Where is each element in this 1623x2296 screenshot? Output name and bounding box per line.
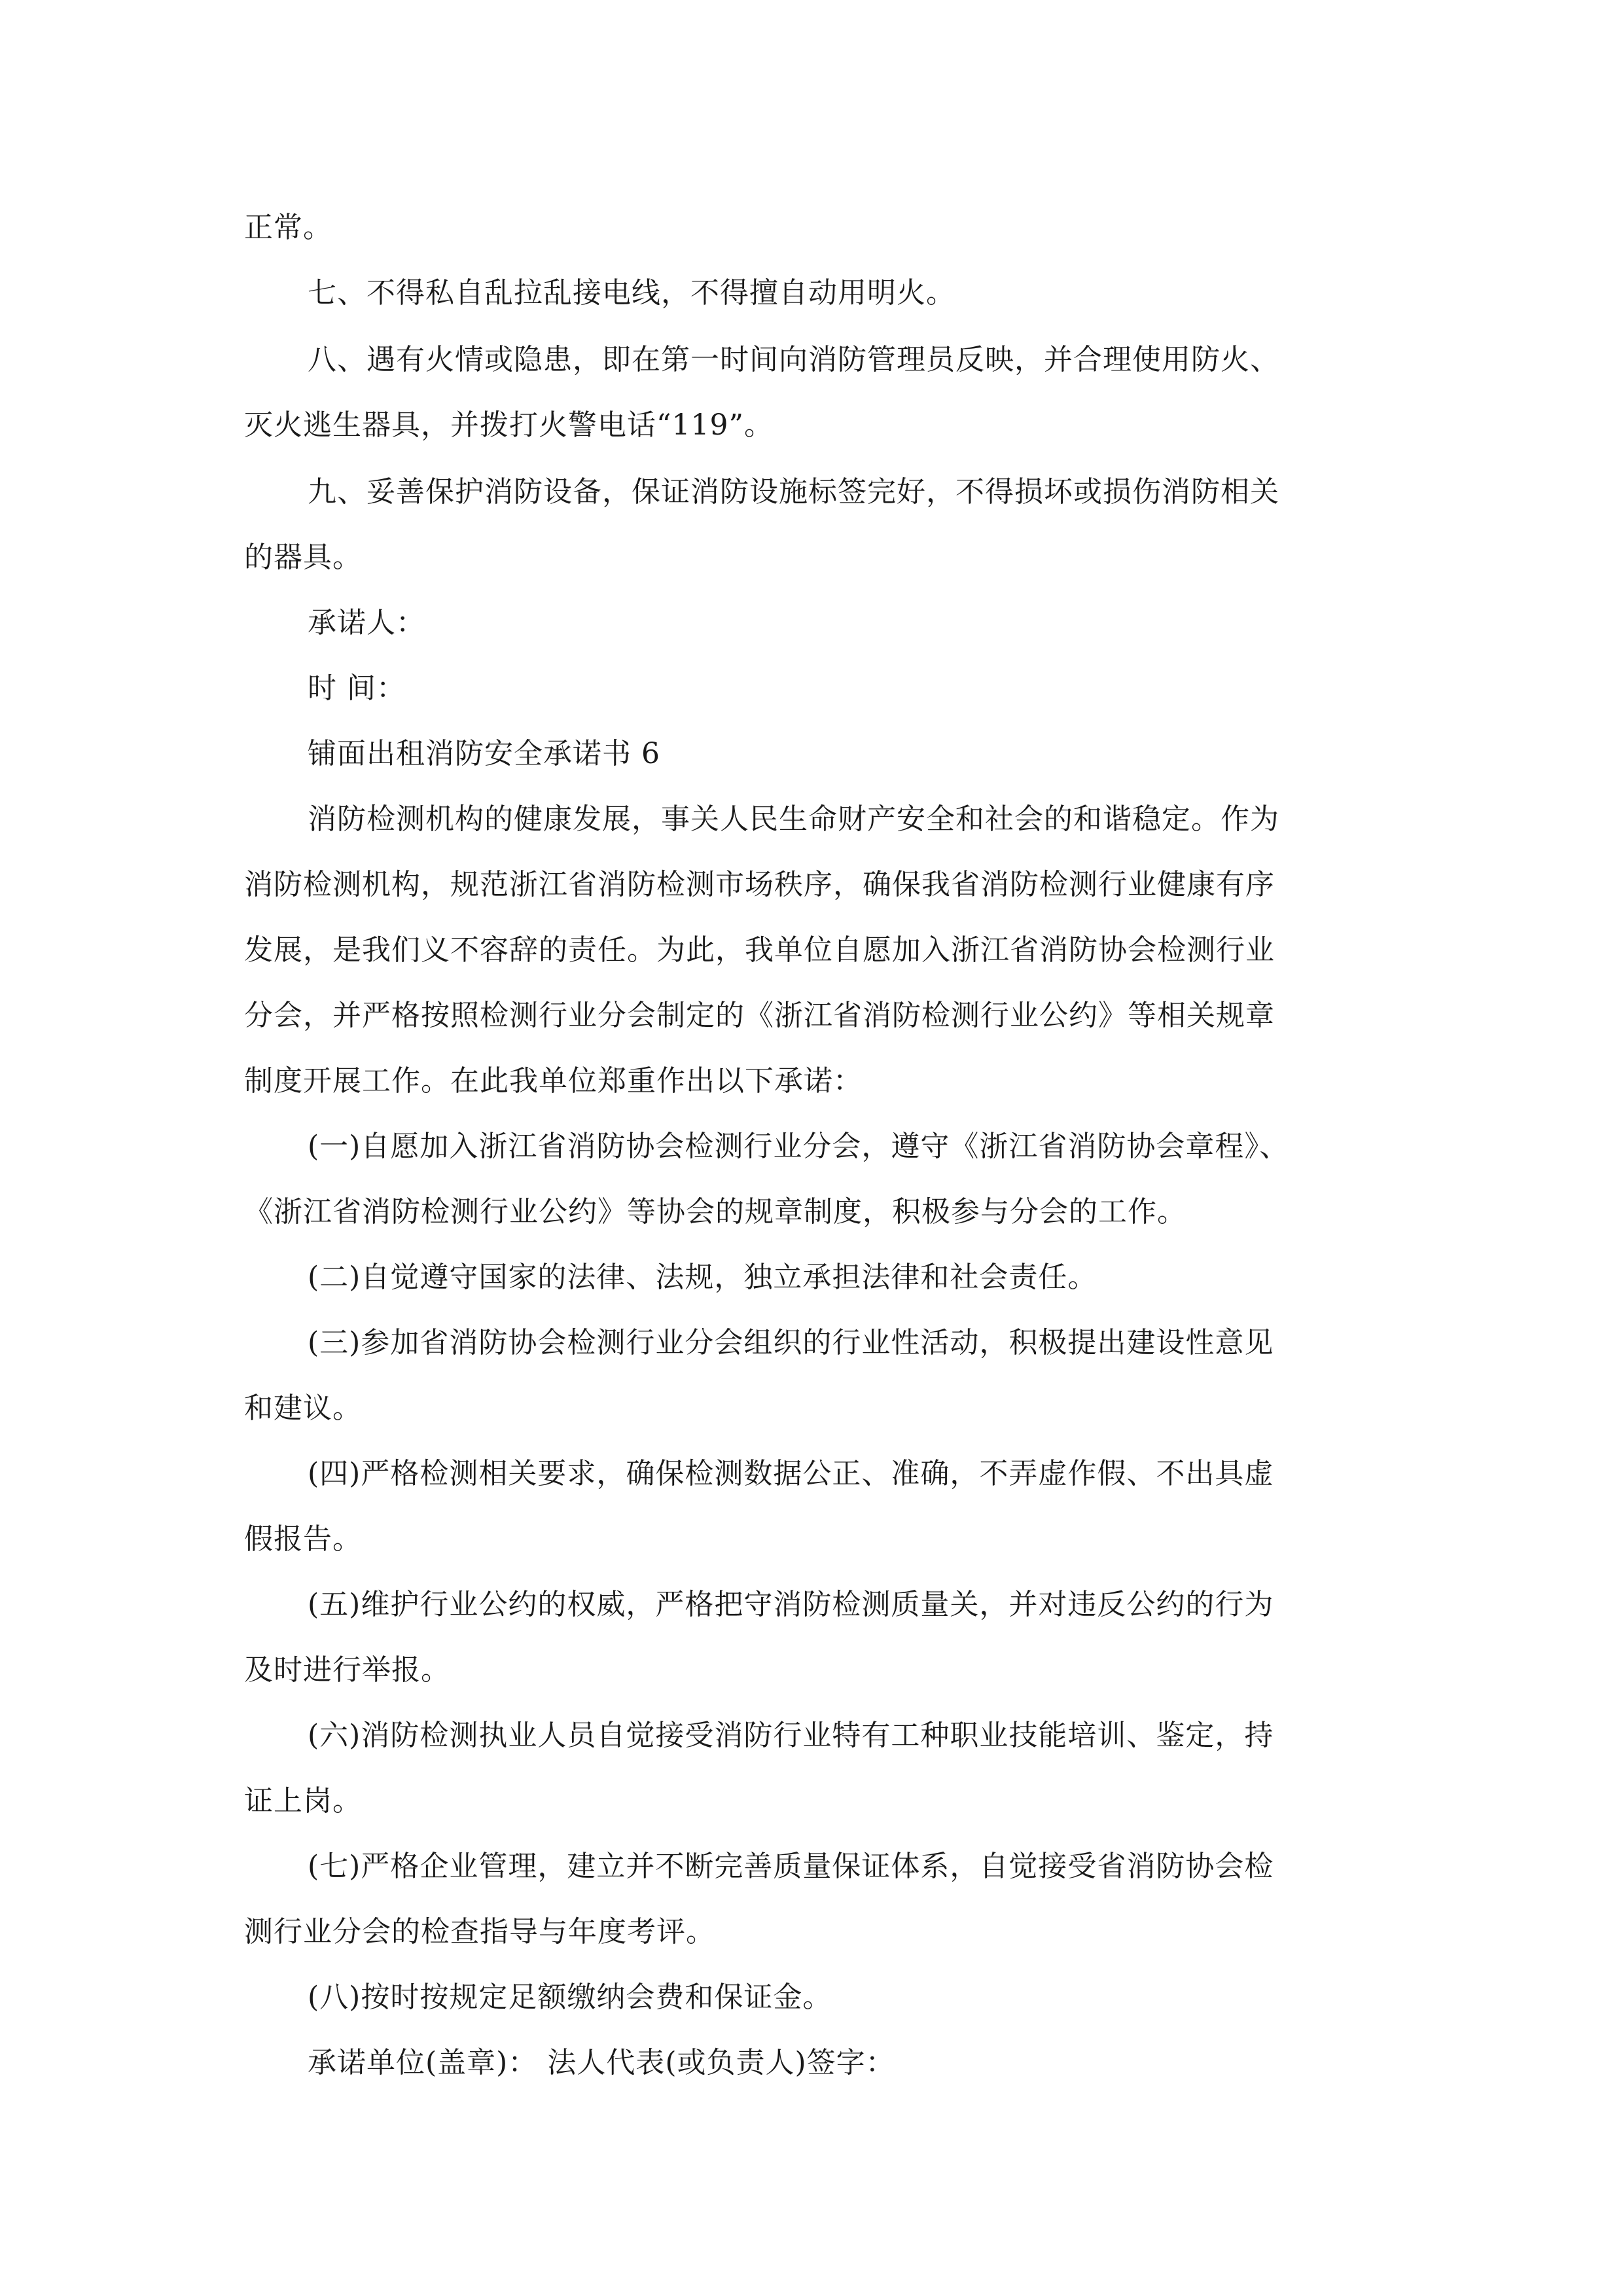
paragraph-line: 及时进行举报。 — [244, 1653, 450, 1687]
paragraph-line: 制度开展工作。在此我单位郑重作出以下承诺： — [244, 1064, 863, 1098]
paragraph-line: 七、不得私自乱拉乱接电线，不得擅自动用明火。 — [308, 276, 955, 310]
signature-label: 承诺人： — [308, 606, 425, 639]
paragraph-line: (六)消防检测执业人员自觉接受消防行业特有工种职业技能培训、鉴定，持 — [308, 1719, 1274, 1752]
paragraph-line: (八)按时按规定足额缴纳会费和保证金。 — [308, 1981, 832, 2014]
paragraph-line: 消防检测机构，规范浙江省消防检测市场秩序，确保我省消防检测行业健康有序 — [244, 868, 1275, 901]
paragraph-line: 消防检测机构的健康发展，事关人民生命财产安全和社会的和谐稳定。作为 — [308, 802, 1279, 836]
paragraph-line: (一)自愿加入浙江省消防协会检测行业分会，遵守《浙江省消防协会章程》、 — [308, 1130, 1289, 1163]
section-title: 铺面出租消防安全承诺书 6 — [308, 737, 660, 770]
paragraph-line: 灭火逃生器具，并拨打火警电话“119”。 — [244, 408, 774, 442]
paragraph-line: 八、遇有火情或隐患，即在第一时间向消防管理员反映，并合理使用防火、 — [308, 343, 1279, 376]
paragraph-line: 和建议。 — [244, 1391, 362, 1425]
paragraph-line: (五)维护行业公约的权威，严格把守消防检测质量关，并对违反公约的行为 — [308, 1588, 1274, 1621]
paragraph-line: 九、妥善保护消防设备，保证消防设施标签完好，不得损坏或损伤消防相关 — [308, 475, 1279, 509]
paragraph-line: 发展，是我们义不容辞的责任。为此，我单位自愿加入浙江省消防协会检测行业 — [244, 933, 1275, 967]
paragraph-line: (三)参加省消防协会检测行业分会组织的行业性活动，积极提出建设性意见 — [308, 1326, 1274, 1359]
paragraph-line: 测行业分会的检查指导与年度考评。 — [244, 1915, 715, 1948]
paragraph-line: 正常。 — [244, 211, 332, 244]
date-label: 时 间： — [308, 672, 406, 705]
paragraph-line: 分会，并严格按照检测行业分会制定的《浙江省消防检测行业公约》等相关规章 — [244, 999, 1275, 1032]
paragraph-line: (四)严格检测相关要求，确保检测数据公正、准确，不弄虚作假、不出具虚 — [308, 1457, 1274, 1490]
paragraph-line: 证上岗。 — [244, 1784, 362, 1818]
paragraph-line: (二)自觉遵守国家的法律、法规，独立承担法律和社会责任。 — [308, 1261, 1097, 1294]
paragraph-line: 假报告。 — [244, 1522, 362, 1556]
paragraph-line: 《浙江省消防检测行业公约》等协会的规章制度，积极参与分会的工作。 — [244, 1195, 1186, 1229]
signature-line: 承诺单位(盖章)： 法人代表(或负责人)签字： — [308, 2046, 895, 2079]
paragraph-line: 的器具。 — [244, 541, 362, 574]
paragraph-line: (七)严格企业管理，建立并不断完善质量保证体系，自觉接受省消防协会检 — [308, 1850, 1274, 1883]
